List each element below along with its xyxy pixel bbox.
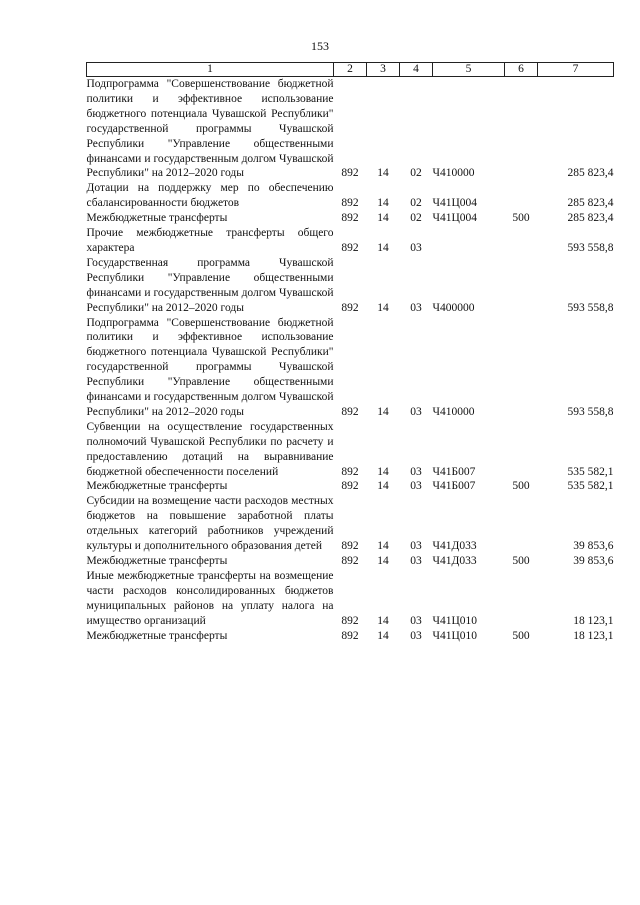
cell-section: 14 [377,540,389,553]
column-header: 5 [433,63,505,77]
cell-target-item: Ч41Ц004 [432,197,478,210]
cell-amount: 535 582,1 [567,480,614,493]
cell-code: 892 [341,465,359,478]
cell-subsection: 03 [410,465,422,478]
row-name: Межбюджетные трансферты [86,555,228,567]
row-name: Субсидии на возмещение части расходов местных бюджетов на повышение заработной платы отдельных категорий работников учреждений культуры и дополнительного образования детей [86,495,334,553]
cell-subsection: 02 [410,197,422,210]
header-row [87,63,614,77]
cell-target-item: Ч41Д033 [432,540,477,553]
row-name: Государственная программа Чувашской Республики "Управление общественными финансами и государственным долгом Чувашской Республики" на 2012–2020 годы [86,256,334,314]
column-header: 3 [367,63,400,77]
cell-target-item: Ч41Б007 [432,480,476,493]
cell-code: 892 [341,629,359,642]
table-row [87,494,614,554]
cell-expense-type [505,181,538,211]
cell-code: 892 [341,301,359,314]
page-number: 153 [311,39,329,53]
cell-section: 14 [377,212,389,225]
table-row [87,316,614,420]
cell-expense-type [505,316,538,420]
cell-subsection: 03 [410,480,422,493]
cell-target-item: Ч41Ц004 [432,212,478,225]
row-name: Подпрограмма "Совершенствование бюджетной политики и эффективное использование бюджетного потенциала Чувашской Республики" государственной программы Чувашской Республики "Управление общественными финансами и государственным долгом Чувашской Республики" на 2012–2020 годы [86,78,334,180]
cell-code: 892 [341,614,359,627]
cell-expense-type: 500 [512,480,530,493]
cell-subsection: 03 [410,405,422,418]
table-row [87,77,614,182]
table-row [87,569,614,629]
cell-subsection: 02 [410,167,422,180]
cell-amount: 18 123,1 [573,614,614,627]
cell-target-item: Ч410000 [432,167,475,180]
row-name: Межбюджетные трансферты [86,212,228,225]
cell-section: 14 [377,614,389,627]
cell-amount: 285 823,4 [567,212,614,225]
cell-code: 892 [341,480,359,493]
cell-section: 14 [377,167,389,180]
cell-expense-type [505,420,538,480]
cell-amount: 593 558,8 [567,301,614,314]
column-header: 2 [334,63,367,77]
cell-code: 892 [341,241,359,254]
cell-expense-type [505,226,538,256]
cell-amount: 39 853,6 [573,540,614,553]
row-name: Подпрограмма "Совершенствование бюджетной политики и эффективное использование бюджетного потенциала Чувашской Республики" государственной программы Чувашской Республики "Управление общественными финансами и государственным долгом Чувашской Республики" на 2012–2020 годы [86,316,334,418]
cell-target-item: Ч410000 [432,405,475,418]
row-name: Дотации на поддержку мер по обеспечению сбалансированности бюджетов [86,182,334,210]
row-name: Субвенции на осуществление государственных полномочий Чувашской Республики по расчету и предоставлению дотаций на выравнивание бюджетной обеспеченности поселений [86,420,334,478]
cell-section: 14 [377,480,389,493]
cell-section: 14 [377,465,389,478]
cell-code: 892 [341,212,359,225]
cell-amount: 593 558,8 [567,405,614,418]
cell-expense-type: 500 [512,555,530,567]
cell-section: 14 [377,241,389,254]
table-body [87,77,614,644]
cell-subsection: 03 [410,614,422,627]
cell-expense-type [505,256,538,316]
cell-subsection: 03 [410,301,422,314]
table-row [87,554,614,569]
table-row [87,211,614,226]
cell-amount: 18 123,1 [573,629,614,642]
cell-amount: 39 853,6 [573,555,614,567]
cell-subsection: 03 [410,540,422,553]
cell-amount: 285 823,4 [567,167,614,180]
cell-amount: 535 582,1 [567,465,614,478]
cell-section: 14 [377,405,389,418]
row-name: Прочие межбюджетные трансферты общего характера [86,227,334,254]
row-name: Межбюджетные трансферты [86,480,228,493]
budget-table [86,62,614,643]
table-row [87,479,614,494]
table-row [87,629,614,644]
cell-target-item: Ч41Б007 [432,465,476,478]
cell-code: 892 [341,167,359,180]
table-row [87,256,614,316]
column-header: 7 [538,63,614,77]
cell-target-item: Ч41Ц010 [432,629,478,642]
cell-expense-type [505,494,538,554]
cell-code: 892 [341,197,359,210]
cell-subsection: 02 [410,212,422,225]
cell-section: 14 [377,301,389,314]
cell-amount: 285 823,4 [567,197,614,210]
cell-code: 892 [341,555,359,567]
cell-section: 14 [377,629,389,642]
cell-section: 14 [377,197,389,210]
cell-target-item: Ч41Д033 [432,555,477,567]
cell-code: 892 [341,540,359,553]
cell-expense-type [505,77,538,182]
cell-target-item: Ч41Ц010 [432,614,478,627]
table-row [87,181,614,211]
row-name: Иные межбюджетные трансферты на возмещение части расходов консолидированных бюджетов муниципальных районов на уплату налога на имущество организаций [86,569,334,627]
cell-code: 892 [341,405,359,418]
table-row [87,420,614,480]
cell-expense-type [505,569,538,629]
cell-target-item [433,226,505,256]
cell-subsection: 03 [410,555,422,567]
column-header: 4 [400,63,433,77]
column-header: 6 [505,63,538,77]
cell-target-item: Ч400000 [432,301,475,314]
cell-amount: 593 558,8 [567,241,614,254]
cell-subsection: 03 [410,241,422,254]
column-header: 1 [87,63,334,77]
cell-section: 14 [377,555,389,567]
table-row [87,226,614,256]
cell-subsection: 03 [410,629,422,642]
cell-expense-type: 500 [512,212,530,225]
cell-expense-type: 500 [512,629,530,642]
row-name: Межбюджетные трансферты [86,629,228,642]
